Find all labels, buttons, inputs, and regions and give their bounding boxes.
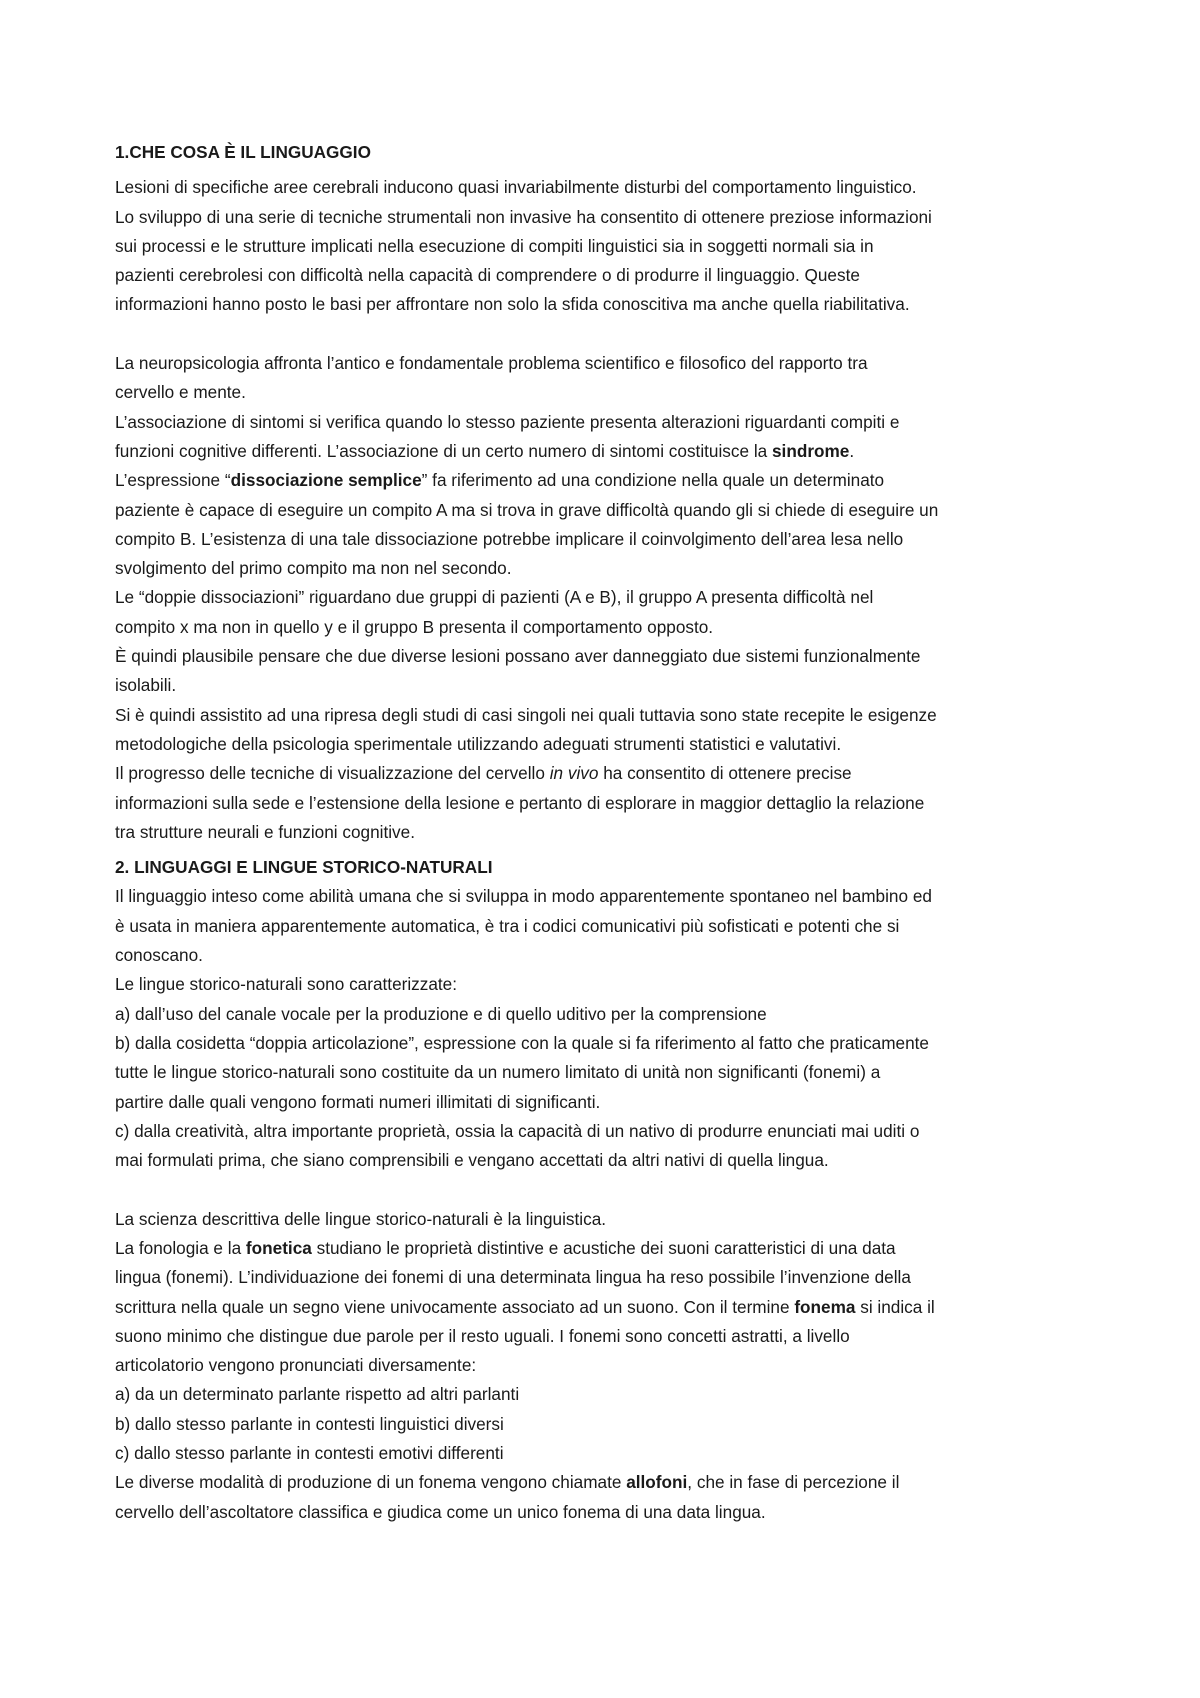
term-in-vivo: in vivo <box>549 763 599 784</box>
text-line: L’associazione di sintomi si verifica quando lo stesso paziente presenta alterazioni riguardanti compiti e <box>115 411 900 432</box>
text-line: informazioni hanno posto le basi per affrontare non solo la sfida conoscitiva ma anche quella riabilitativa. <box>115 294 910 315</box>
text-run: funzioni cognitive differenti. L’associazione di un certo numero di sintomi costituisce la <box>115 440 772 461</box>
text-line: tutte le lingue storico-naturali sono costituite da un numero limitato di unità non significanti (fonemi) a <box>115 1062 881 1083</box>
text-line: informazioni sulla sede e l’estensione della lesione e pertanto di esplorare in maggior dettaglio la relazione <box>115 792 925 813</box>
text-run: Le diverse modalità di produzione di un fonema vengono chiamate <box>115 1472 627 1493</box>
text-line: compito B. L’esistenza di una tale dissociazione potrebbe implicare il coinvolgimento dell’area lesa nello <box>115 528 904 549</box>
text-line: b) dalla cosidetta “doppia articolazione”, espressione con la quale si fa riferimento al fatto che praticamente <box>115 1032 929 1053</box>
text-run: , che in fase di percezione il <box>687 1472 900 1493</box>
text-line <box>115 1468 1100 1497</box>
text-line: Lo sviluppo di una serie di tecniche strumentali non invasive ha consentito di ottenere preziose informazioni <box>115 206 932 227</box>
text-line: a) dall’uso del canale vocale per la produzione e di quello uditivo per la comprensione <box>115 1003 767 1024</box>
term-fonema: fonema <box>794 1296 856 1317</box>
text-line <box>115 437 1100 466</box>
text-line: articolatorio vengono pronunciati diversamente: <box>115 1355 477 1376</box>
text-line: è usata in maniera apparentemente automatica, è tra i codici comunicativi più sofisticati e potenti che si <box>115 915 900 936</box>
text-line: c) dallo stesso parlante in contesti emotivi differenti <box>115 1443 504 1464</box>
text-line: La neuropsicologia affronta l’antico e fondamentale problema scientifico e filosofico del rapporto tra <box>115 353 868 374</box>
text-line <box>115 1293 1100 1322</box>
text-line: conoscano. <box>115 945 203 966</box>
text-run: scrittura nella quale un segno viene univocamente associato ad un suono. Con il termine <box>115 1296 795 1317</box>
text-line: isolabili. <box>115 675 177 696</box>
section-1-paragraph-1 <box>115 173 1100 319</box>
text-line: suono minimo che distingue due parole per il resto uguali. I fonemi sono concetti astratti, a livello <box>115 1325 850 1346</box>
text-run: ha consentito di ottenere precise <box>598 763 852 784</box>
text-line: metodologiche della psicologia sperimentale utilizzando adeguati strumenti statistici e valutativi. <box>115 733 842 754</box>
text-line: Lesioni di specifiche aree cerebrali inducono quasi invariabilmente disturbi del comportamento linguistico. <box>115 177 917 198</box>
text-run: L’espressione “ <box>115 470 231 491</box>
section-2-paragraph-1 <box>115 882 1100 1175</box>
text-line: svolgimento del primo compito ma non nel secondo. <box>115 558 512 579</box>
section-1-paragraph-2 <box>115 349 1100 847</box>
section-2-paragraph-2 <box>115 1205 1100 1527</box>
text-line: c) dalla creatività, altra importante proprietà, ossia la capacità di un nativo di produrre enunciati mai uditi o <box>115 1120 920 1141</box>
text-line <box>115 466 1100 495</box>
text-line: La scienza descrittiva delle lingue storico-naturali è la linguistica. <box>115 1208 607 1229</box>
text-run: . <box>849 440 855 461</box>
term-sindrome: sindrome <box>771 440 850 461</box>
text-line: compito x ma non in quello y e il gruppo B presenta il comportamento opposto. <box>115 616 714 637</box>
text-line <box>115 1234 1100 1263</box>
text-run: Il progresso delle tecniche di visualizzazione del cervello <box>115 763 550 784</box>
document-page <box>115 138 1100 1527</box>
text-line: pazienti cerebrolesi con difficoltà nella capacità di comprendere o di produrre il linguaggio. Queste <box>115 265 860 286</box>
text-run: ” fa riferimento ad una condizione nella quale un determinato <box>421 470 885 491</box>
text-line: lingua (fonemi). L’individuazione dei fonemi di una determinata lingua ha reso possibile l’invenzione della <box>115 1267 911 1288</box>
text-run: si indica il <box>855 1296 935 1317</box>
text-line: sui processi e le strutture implicati nella esecuzione di compiti linguistici sia in soggetti normali sia in <box>115 235 874 256</box>
text-line: mai formulati prima, che siano comprensibili e vengano accettati da altri nativi di quella lingua. <box>115 1150 829 1171</box>
term-fonetica: fonetica <box>245 1237 312 1258</box>
text-run: La fonologia e la <box>115 1237 246 1258</box>
text-line: partire dalle quali vengono formati numeri illimitati di significanti. <box>115 1091 601 1112</box>
text-line: paziente è capace di eseguire un compito A ma si trova in grave difficoltà quando gli si chiede di eseguire un <box>115 499 939 520</box>
text-line: Il linguaggio inteso come abilità umana che si sviluppa in modo apparentemente spontaneo nel bambino ed <box>115 886 932 907</box>
section-1-heading: 1.CHE COSA È IL LINGUAGGIO <box>115 142 371 162</box>
text-line: cervello dell’ascoltatore classifica e giudica come un unico fonema di una data lingua. <box>115 1501 766 1522</box>
text-line <box>115 759 1100 788</box>
text-line: b) dallo stesso parlante in contesti linguistici diversi <box>115 1413 504 1434</box>
text-line: Si è quindi assistito ad una ripresa degli studi di casi singoli nei quali tuttavia sono state recepite le esigenze <box>115 704 937 725</box>
text-line: Le lingue storico-naturali sono caratterizzate: <box>115 974 458 995</box>
text-run: studiano le proprietà distintive e acustiche dei suoni caratteristici di una data <box>311 1237 896 1258</box>
term-dissociazione-semplice: dissociazione semplice <box>230 470 422 491</box>
text-line: Le “doppie dissociazioni” riguardano due gruppi di pazienti (A e B), il gruppo A presenta difficoltà nel <box>115 587 874 608</box>
term-allofoni: allofoni <box>626 1472 688 1493</box>
section-2-heading: 2. LINGUAGGI E LINGUE STORICO-NATURALI <box>115 857 493 878</box>
text-line: tra strutture neurali e funzioni cognitive. <box>115 821 415 842</box>
text-line: a) da un determinato parlante rispetto ad altri parlanti <box>115 1384 520 1405</box>
text-line: È quindi plausibile pensare che due diverse lesioni possano aver danneggiato due sistemi funzionalmente <box>115 646 921 667</box>
text-line: cervello e mente. <box>115 382 246 403</box>
